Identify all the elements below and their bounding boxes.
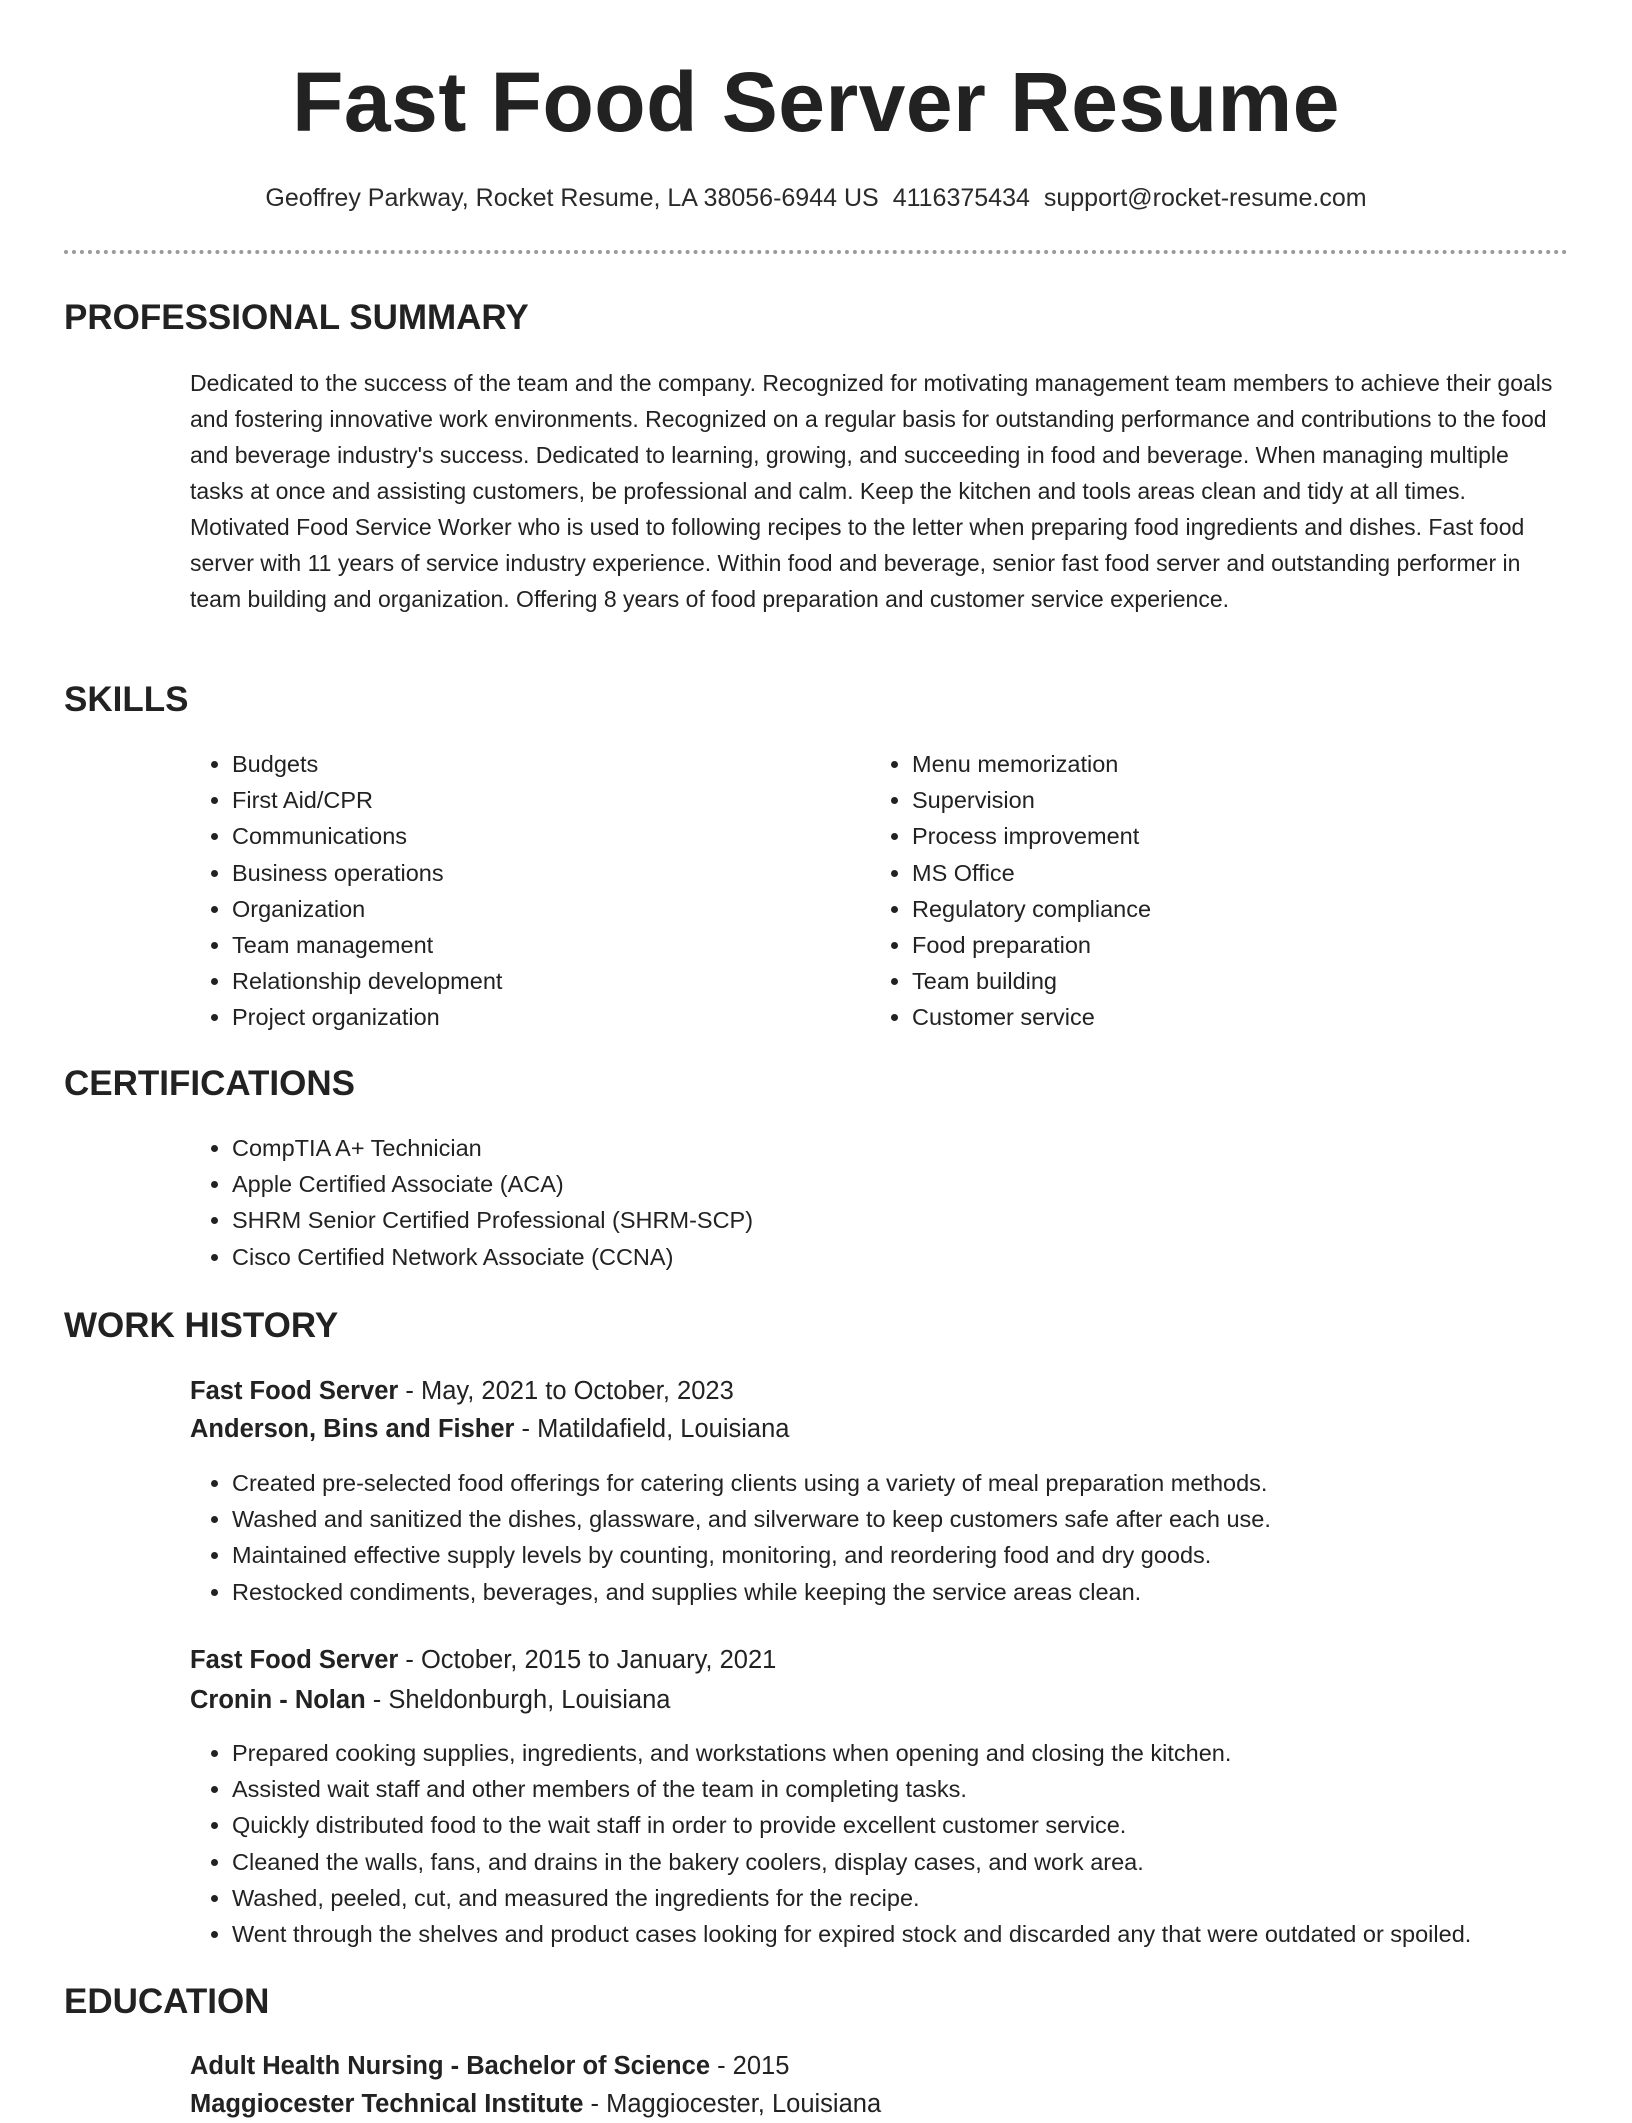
list-item: • Prepared cooking supplies, ingredients, and workstations when opening and closing the kitchen. [232,1735,1632,1771]
job-company: Cronin - Nolan [190,1686,366,1714]
job-title-line [190,1641,776,1679]
list-item: • Cisco Certified Network Associate (CCNA) [232,1239,1532,1275]
job-title: Fast Food Server [190,1377,399,1405]
education-school-line [190,2085,881,2123]
summary-heading: PROFESSIONAL SUMMARY [64,298,529,337]
job-title-line [190,1372,734,1410]
list-item: • Created pre-selected food offerings for catering clients using a variety of meal preparation methods. [232,1465,1632,1501]
list-item: • First Aid/CPR [232,782,832,818]
education-degree-line [190,2047,789,2085]
list-item: • Organization [232,891,832,927]
list-item: • Relationship development [232,963,832,999]
summary-text: Dedicated to the success of the team and the company. Recognized for motivating management team members to achieve their goals and fostering innovative work environments. Recognized on a regular basis for outstanding performance and contributions to the food and beverage industry's success. Dedicated to learning, growing, and succeeding in food and beverage. When managing multiple tasks at once and assisting customers, be professional and calm. Keep the kitchen and tools areas clean and tidy at all times. Motivated Food Service Worker who is used to following recipes to the letter when preparing food ingredients and dishes. Fast food server with 11 years of service industry experience. Within food and beverage, senior fast food server and outstanding performer in team building and organization. Offering 8 years of food preparation and customer service experience. [190,370,1553,612]
header-divider [64,250,1568,254]
job-dates: - May, 2021 to October, 2023 [398,1377,734,1405]
list-item: • Cleaned the walls, fans, and drains in the bakery coolers, display cases, and work area. [232,1844,1632,1880]
list-item: • Apple Certified Associate (ACA) [232,1166,1532,1202]
list-item: • Food preparation [912,927,1512,963]
education-school: Maggiocester Technical Institute [190,2090,584,2118]
list-item: • Maintained effective supply levels by counting, monitoring, and reordering food and dry goods. [232,1537,1632,1573]
list-item: • MS Office [912,855,1512,891]
list-item: • Menu memorization [912,746,1512,782]
skills-heading: SKILLS [64,680,189,719]
skills-list-left [188,746,832,1036]
job-company-line [190,1410,789,1448]
job-location: - Matildafield, Louisiana [514,1415,790,1443]
list-item: • Supervision [912,782,1512,818]
list-item: • Process improvement [912,818,1512,854]
list-item: • SHRM Senior Certified Professional (SHRM-SCP) [232,1202,1532,1238]
list-item: • Project organization [232,999,832,1035]
list-item: • Budgets [232,746,832,782]
job-bullets [188,1735,1632,1952]
job-company: Anderson, Bins and Fisher [190,1415,515,1443]
list-item: • Team building [912,963,1512,999]
list-item: • Communications [232,818,832,854]
list-item: • Restocked condiments, beverages, and supplies while keeping the service areas clean. [232,1574,1632,1610]
list-item: • Customer service [912,999,1512,1035]
list-item: • Business operations [232,855,832,891]
job-title: Fast Food Server [190,1646,399,1674]
job-dates: - October, 2015 to January, 2021 [398,1646,777,1674]
list-item: • Team management [232,927,832,963]
list-item: • Quickly distributed food to the wait staff in order to provide excellent customer service. [232,1807,1632,1843]
job-company-line [190,1681,670,1719]
page-title: Fast Food Server Resume [292,55,1340,149]
education-year: - 2015 [710,2052,790,2080]
education-degree: Adult Health Nursing - Bachelor of Science [190,2052,710,2080]
job-bullets [188,1465,1632,1610]
contact-line [0,180,1632,216]
job-location: - Sheldonburgh, Louisiana [365,1686,671,1714]
list-item: • Washed, peeled, cut, and measured the ingredients for the recipe. [232,1880,1632,1916]
list-item: • Washed and sanitized the dishes, glassware, and silverware to keep customers safe after each use. [232,1501,1632,1537]
contact-phone: 4116375434 [892,184,1030,212]
list-item: • Assisted wait staff and other members of the team in completing tasks. [232,1771,1632,1807]
certifications-heading: CERTIFICATIONS [64,1064,356,1103]
work-history-heading: WORK HISTORY [64,1306,339,1345]
education-location: - Maggiocester, Louisiana [583,2090,882,2118]
skills-list-right [868,746,1512,1036]
list-item: • Regulatory compliance [912,891,1512,927]
contact-email: support@rocket-resume.com [1043,184,1367,212]
certifications-list [188,1130,1532,1275]
contact-address: Geoffrey Parkway, Rocket Resume, LA 38056-6944 US [265,184,879,212]
list-item: • Went through the shelves and product cases looking for expired stock and discarded any that were outdated or spoiled. [232,1916,1632,1952]
education-heading: EDUCATION [64,1982,270,2021]
list-item: • CompTIA A+ Technician [232,1130,1532,1166]
